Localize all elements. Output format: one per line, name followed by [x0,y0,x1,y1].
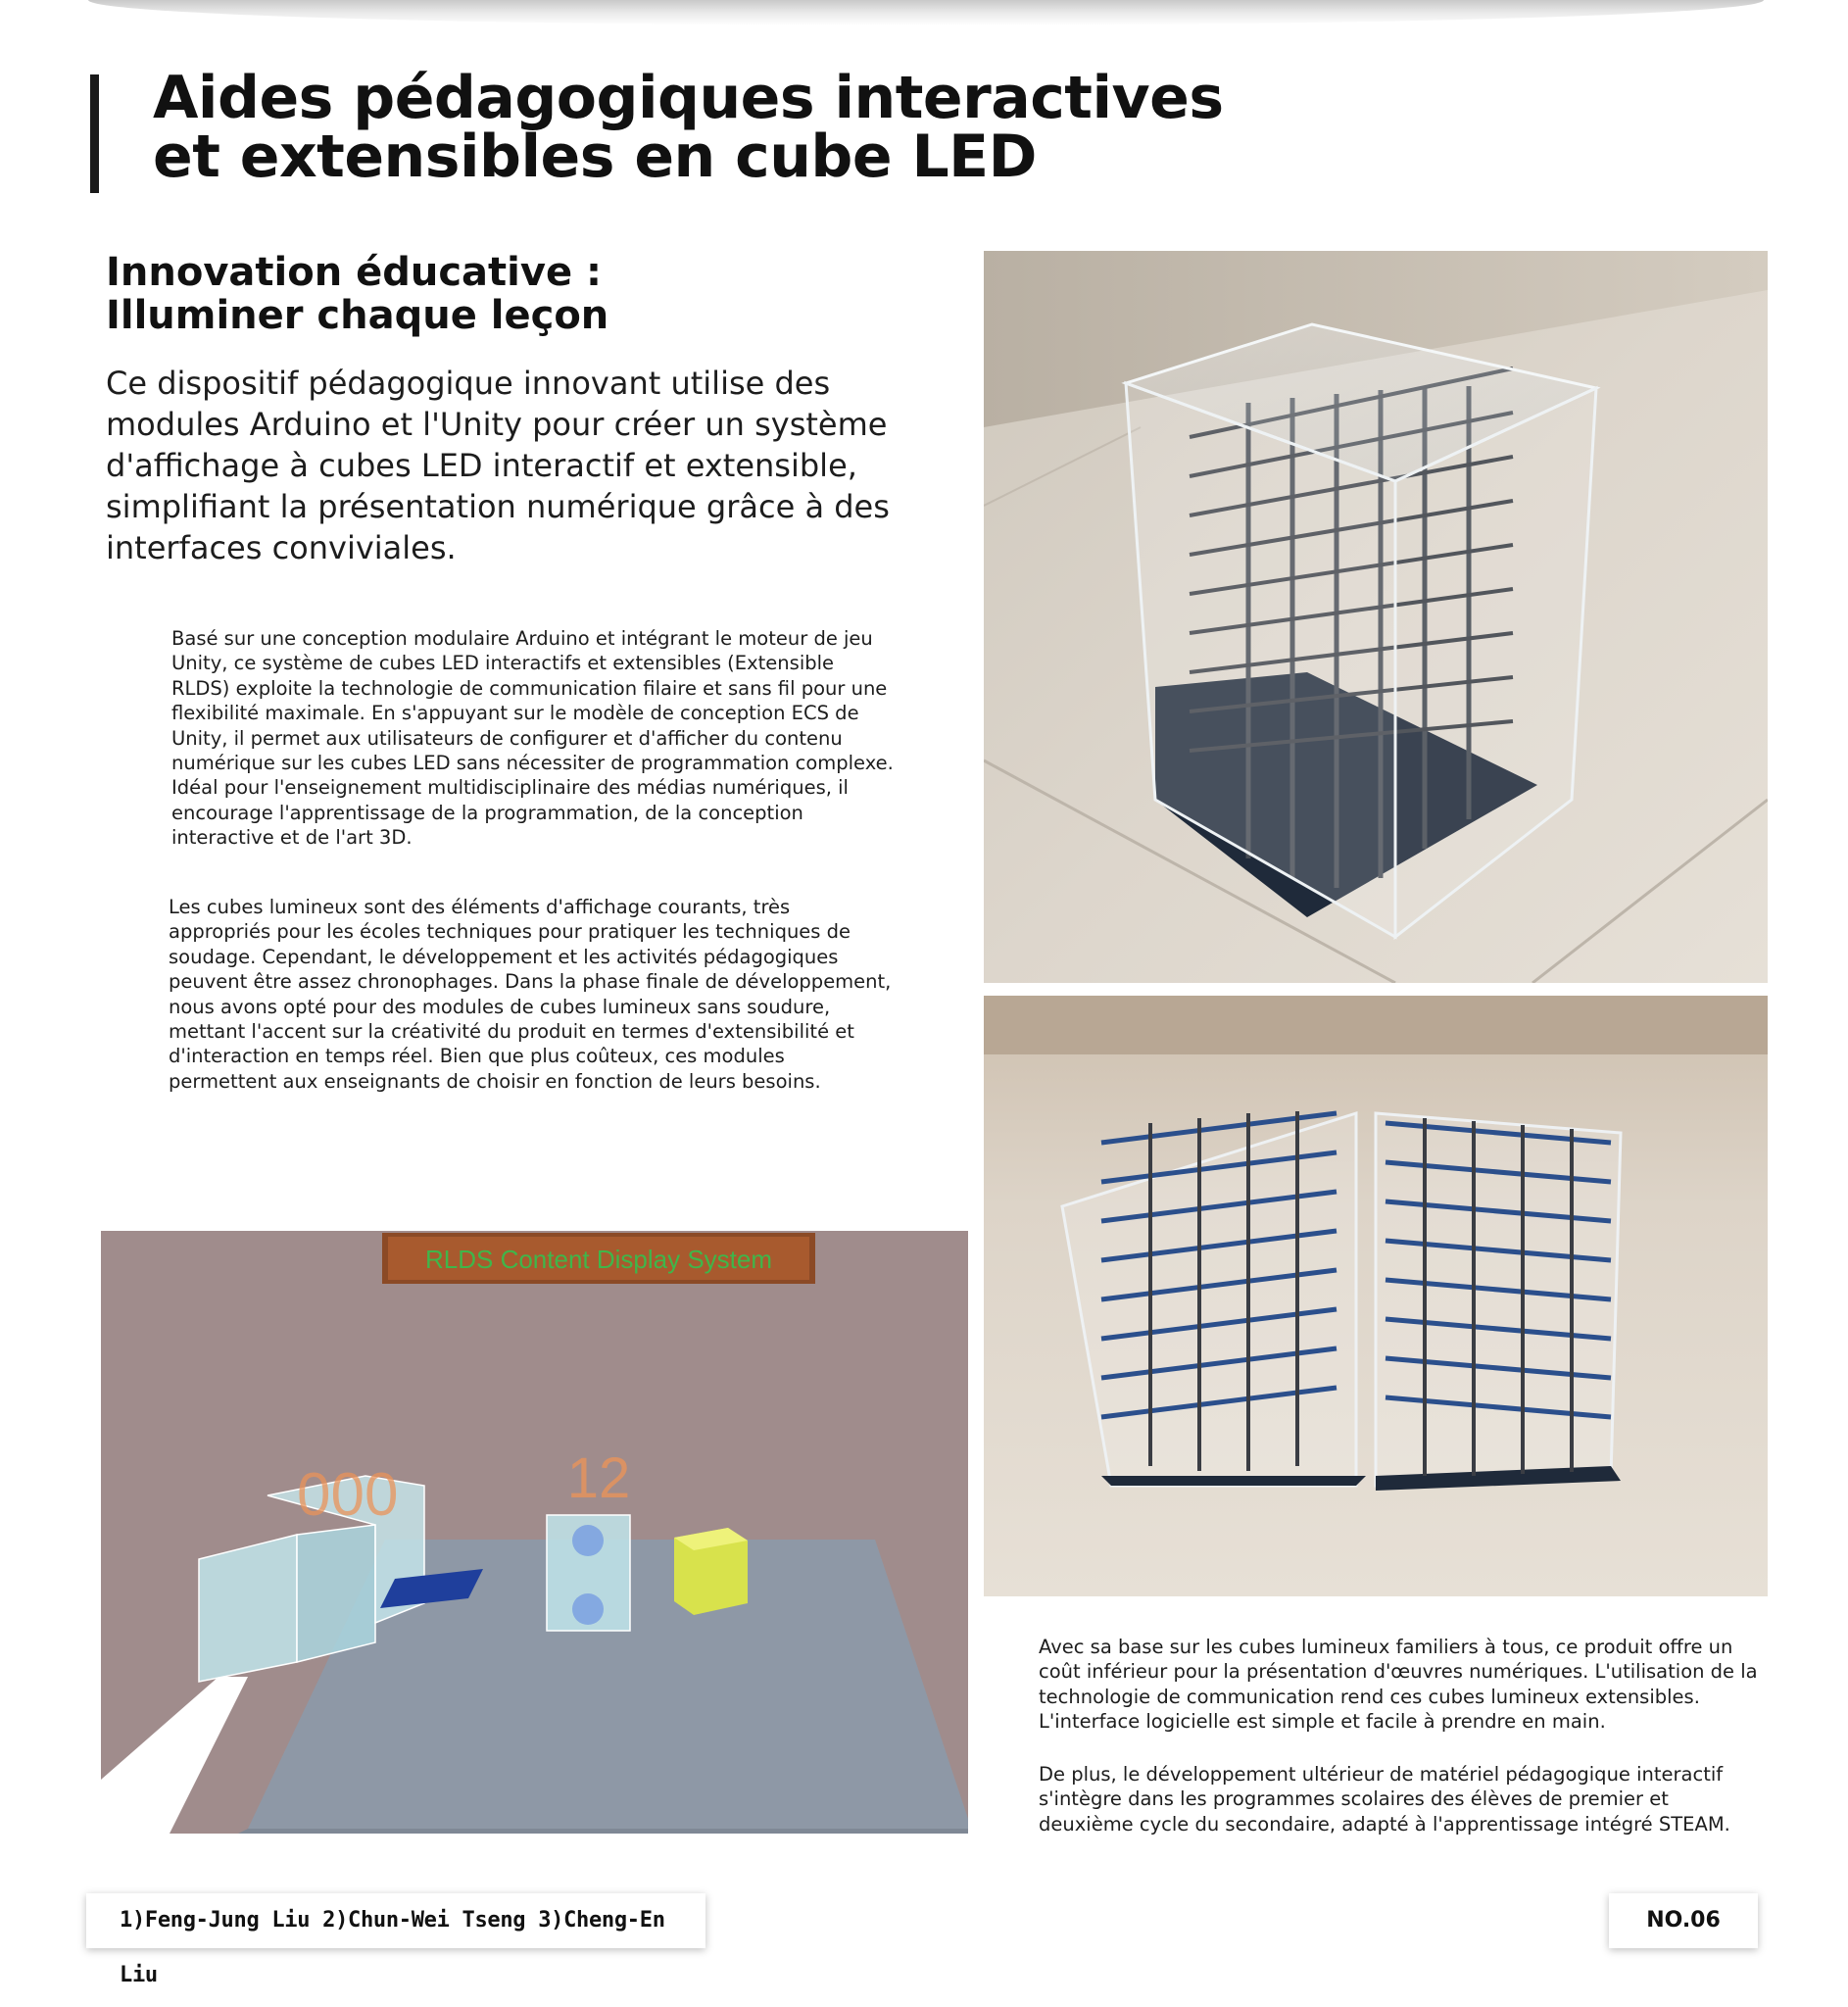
section-title-line-1: Innovation éducative : [106,250,602,295]
unity-render-screenshot [101,1231,968,1834]
poster-number: NO.06 [1609,1893,1758,1948]
lead-paragraph: Ce dispositif pédagogique innovant utilise des modules Arduino et l'Unity pour créer un système d'affichage à cubes LED interactif et extensible, simplifiant la présentation numérique grâce à des interfaces conviviales. [106,365,890,566]
led-cube-photo [984,251,1768,983]
top-shadow-decoration [88,0,1764,25]
two-led-cubes-photo [984,996,1768,1596]
body-paragraph-2: Les cubes lumineux sont des éléments d'affichage courants, très appropriés pour les écoles techniques pour pratiquer les techniques de soudage. Cependant, le développement et les activités pédagogiques peuvent être assez chronophages. Dans la phase finale de développement, nous avons opté pour des modules de cubes lumineux sans soudure, mettant l'accent sur la créativité du produit en termes d'extensibilité et d'interaction en temps réel. Bien que plus coûteux, ces modules permettent aux enseignants de choisir en fonction de leurs besoins. [169,896,892,1093]
poster-title [153,64,1329,191]
authors-footer: 1)Feng-Jung Liu 2)Chun-Wei Tseng 3)Cheng-En Liu [86,1893,705,1948]
title-accent-bar [90,74,99,193]
body-paragraph-4: De plus, le développement ultérieur de matériel pédagogique interactif s'intègre dans les programmes scolaires des élèves de premier et deuxième cycle du secondaire, adapté à l'apprentissage intégré STEAM. [1039,1763,1730,1836]
section-title-line-2: Illuminer chaque leçon [106,293,609,338]
body-paragraph-3: Avec sa base sur les cubes lumineux familiers à tous, ce produit offre un coût inférieur pour la présentation d'œuvres numériques. L'utilisation de la technologie de communication rend ces cubes lumineux extensibles. L'interface logicielle est simple et facile à prendre en main. [1039,1636,1758,1734]
body-paragraph-1: Basé sur une conception modulaire Arduino et intégrant le moteur de jeu Unity, ce système de cubes LED interactifs et extensibles (Extensible RLDS) exploite la technologie de communication filaire et sans fil pour une flexibilité maximale. En s'appuyant sur le modèle de conception ECS de Unity, il permet aux utilisateurs de configurer et d'afficher du contenu numérique sur les cubes LED sans nécessiter de programmation complexe. Idéal pour l'enseignement multidisciplinaire des médias numériques, il encourage l'apprentissage de la programmation, de la conception interactive et de l'art 3D. [171,627,894,850]
render-counter-right: 12 [566,1446,631,1510]
poster-title-line-2: et extensibles en cube LED [153,122,1037,191]
render-counter-left: 000 [297,1461,399,1529]
render-cube-left [199,1535,297,1682]
section-title [106,251,948,337]
render-banner-text: RLDS Content Display System [424,1245,773,1274]
poster-title-line-1: Aides pédagogiques interactives [153,64,1224,132]
